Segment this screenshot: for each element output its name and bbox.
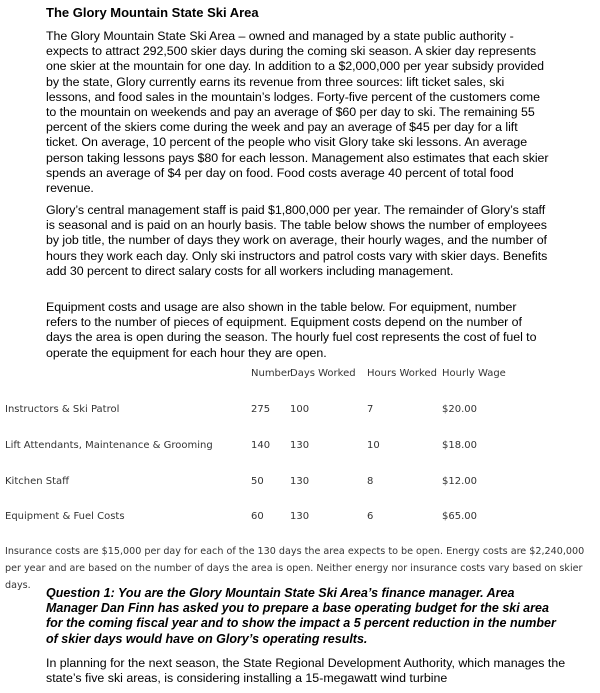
document-title: The Glory Mountain State Ski Area <box>46 5 259 20</box>
cell-hours: 10 <box>367 440 380 451</box>
table-header-hours: Hours Worked <box>367 368 437 379</box>
paragraph-equipment <box>46 300 551 361</box>
cell-days: 130 <box>290 440 310 451</box>
closing-paragraph: In planning for the next season, the State Regional Development Authority, which manages the state’s five ski areas, is considering installing a 15-megawatt wind turbine <box>46 656 566 686</box>
question-one: Question 1: You are the Glory Mountain State Ski Area’s finance manager. Area Manager Dan Finn has asked you to prepare a base operating budget for the ski area for the coming fiscal year and to show the impact a 5 percent reduction in the number of skier days would have on Glory’s operating results. <box>46 586 556 646</box>
table-header-wage: Hourly Wage <box>442 368 506 379</box>
cell-number: 275 <box>251 404 271 415</box>
cell-hours: 7 <box>367 404 374 415</box>
table-header-days: Days Worked <box>290 368 356 379</box>
paragraph-text: The Glory Mountain State Ski Area – owned and managed by a state public authority - expects to attract 292,500 skier days during the coming ski season. A skier day represents one skier at the mountain for one day. In addition to a $2,000,000 per year subsidy provided by the state, Glory currently earns its revenue from three sources: lift ticket sales, ski lessons, and food sales in the mountain’s lodges. Forty-five percent of the customers come to the mountain on weekends and pay an average of $60 per day to ski. The remaining 55 percent of the skiers come during the week and pay an average of $45 per day for a lift ticket. On average, 10 percent of the people who visit Glory take ski lessons. An average person taking lessons pays $80 for each lesson. Management also estimates that each skier spends an average of $4 per day on food. Food costs average 40 percent of total food revenue. <box>46 29 549 196</box>
row-label: Lift Attendants, Maintenance & Grooming <box>5 440 213 451</box>
cell-hours: 6 <box>367 511 374 522</box>
cell-wage: $65.00 <box>442 511 477 522</box>
paragraph-text: Glory’s central management staff is paid $1,800,000 per year. The remainder of Glory’s staff is seasonal and is paid on an hourly basis. The table below shows the number of employees by job title, the number of days they work on average, their hourly wages, and the number of hours they work each day. Only ski instructors and patrol costs vary with skier days. Benefits add 30 percent to direct salary costs for all workers including management. <box>46 203 548 278</box>
cell-wage: $20.00 <box>442 404 477 415</box>
cell-wage: $12.00 <box>442 476 477 487</box>
row-label: Instructors & Ski Patrol <box>5 404 120 415</box>
cell-number: 140 <box>251 440 271 451</box>
row-label: Equipment & Fuel Costs <box>5 511 125 522</box>
cell-hours: 8 <box>367 476 374 487</box>
paragraph-text: Equipment costs and usage are also shown in the table below. For equipment, number refers to the number of pieces of equipment. Equipment costs depend on the number of days the area is open during the season. The hourly fuel cost represents the cost of fuel to operate the equipment for each hour they are open. <box>46 300 537 360</box>
paragraph-staff <box>46 203 551 279</box>
cell-number: 50 <box>251 476 264 487</box>
cell-days: 130 <box>290 511 310 522</box>
cell-days: 130 <box>290 476 310 487</box>
cell-number: 60 <box>251 511 264 522</box>
paragraph-overview <box>46 29 551 196</box>
row-label: Kitchen Staff <box>5 476 70 487</box>
cell-days: 100 <box>290 404 310 415</box>
cell-wage: $18.00 <box>442 440 477 451</box>
insurance-energy-note: Insurance costs are $15,000 per day for each of the 130 days the area expects to be open. Energy costs are $2,240,000 per year and are based on the number of days the area is open. Neither energy nor insurance costs vary based on skier days. <box>5 546 585 591</box>
table-header-number: Number <box>251 368 292 379</box>
